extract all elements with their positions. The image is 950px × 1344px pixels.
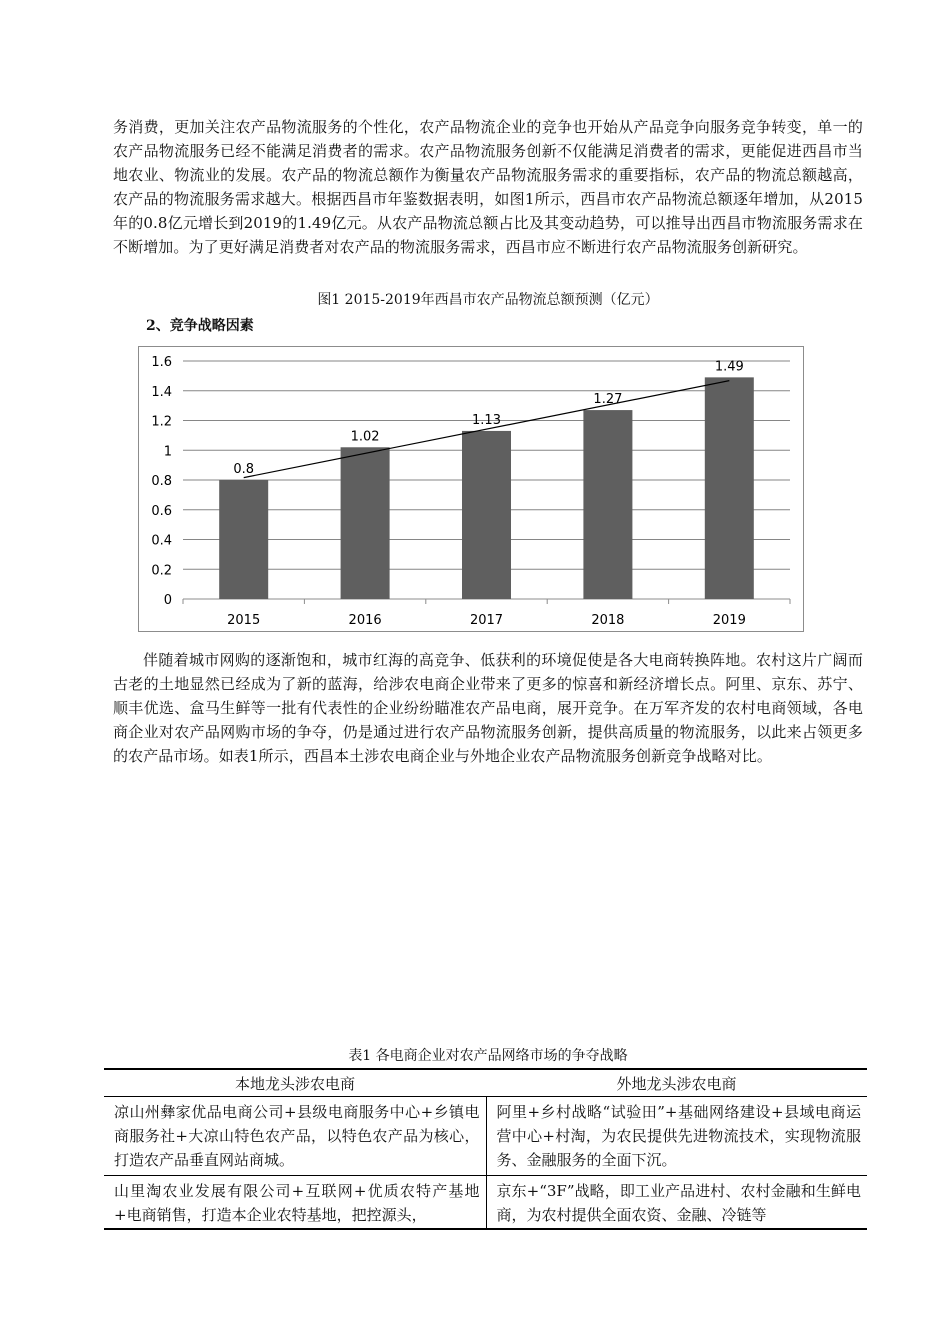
bar [705,377,754,599]
table-caption: 表1 各电商企业对农产品网络市场的争夺战略 [348,1048,628,1064]
table-header-row [104,1069,867,1097]
y-tick-label: 0.4 [151,533,172,549]
table-cell: 京东+“3F”战略，即工业产品进村、农村金融和生鲜电商，为农村提供全面农资、金融、冷链等 [496,1182,861,1224]
bar [341,447,390,599]
table-header-external: 外地龙头涉农电商 [486,1069,867,1097]
table-row [104,1176,867,1231]
body-paragraph: 务消费，更加关注农产品物流服务的个性化，农产品物流企业的竞争也开始从产品竞争向服务竞争转变，单一的农产品物流服务已经不能满足消费者的需求。农产品物流服务创新不仅能满足消费者的需求，更能促进西昌市当地农业、物流业的发展。农产品的物流总额作为衡量农产品物流服务需求的重要指标，农产品的物流总额越高，农产品的物流服务需求越大。根据西昌市年鉴数据表明，如图1所示，西昌市农产品物流总额逐年增加，从2015年的0.8亿元增长到2019的1.49亿元。从农产品物流总额占比及其变动趋势，可以推导出西昌市物流服务需求在不断增加。为了更好满足消费者对农产品的物流服务需求，西昌市应不断进行农产品物流服务创新研究。 [113,118,863,256]
data-label: 1.13 [472,412,501,428]
bar [219,480,268,599]
section-heading: 2、竞争战略因素 [146,318,254,334]
y-tick-label: 0 [163,593,172,608]
y-tick-label: 1.6 [151,355,172,370]
x-tick-label: 2016 [348,613,382,628]
y-tick-label: 1.2 [151,414,172,430]
y-tick-label: 1 [163,444,172,460]
x-tick-label: 2017 [469,613,504,628]
x-tick-label: 2018 [591,613,625,628]
bar [462,431,511,599]
table-header-local: 本地龙头涉农电商 [104,1069,486,1097]
strategy-table-wrapper [104,1068,867,1230]
data-label: 0.8 [233,462,255,477]
data-label: 1.02 [350,429,380,445]
body-paragraph-2: 伴随着城市网购的逐渐饱和，城市红海的高竞争、低获利的环境促使是各大电商转换阵地。农村这片广阔而古老的土地显然已经成为了新的蓝海，给涉农电商企业带来了更多的惊喜和新经济增长点。阿里、京东、苏宁、顺丰优选、盒马生鲜等一批有代表性的企业纷纷瞄准农产品电商，展开竞争。在万军齐发的农村电商领域，各电商企业对农产品网购市场的争夺，仍是通过进行农产品物流服务创新，提供高质量的物流服务，以此来占领更多的农产品市场。如表1所示，西昌本土涉农电商企业与外地企业农产品物流服务创新竞争战略对比。 [113,651,863,765]
y-tick-label: 0.6 [151,503,172,519]
bar-chart [138,346,804,632]
table-cell: 阿里+乡村战略“试验田”+基础网络建设+县域电商运营中心+村淘，为农民提供先进物流技术，实现物流服务、金融服务的全面下沉。 [486,1097,867,1176]
bar [583,410,632,599]
strategy-table [104,1068,867,1230]
table-cell: 山里淘农业发展有限公司+互联网+优质农特产基地+电商销售，打造本企业农特基地，把控源头， [104,1176,486,1231]
x-tick-label: 2019 [712,613,746,628]
y-tick-label: 0.8 [151,474,172,489]
x-tick-label: 2015 [227,613,261,628]
figure-caption: 图1 2015-2019年西昌市农产品物流总额预测（亿元） [317,292,659,308]
table-row [104,1097,867,1176]
table-cell: 凉山州彝家优品电商公司+县级电商服务中心+乡镇电商服务社+大凉山特色农产品，以特色农产品为核心，打造农产品垂直网站商城。 [104,1097,486,1176]
data-label: 1.27 [593,392,623,408]
chart-svg [138,346,804,632]
data-label: 1.49 [714,359,744,375]
y-tick-label: 0.2 [151,563,172,579]
y-tick-label: 1.4 [151,384,172,400]
